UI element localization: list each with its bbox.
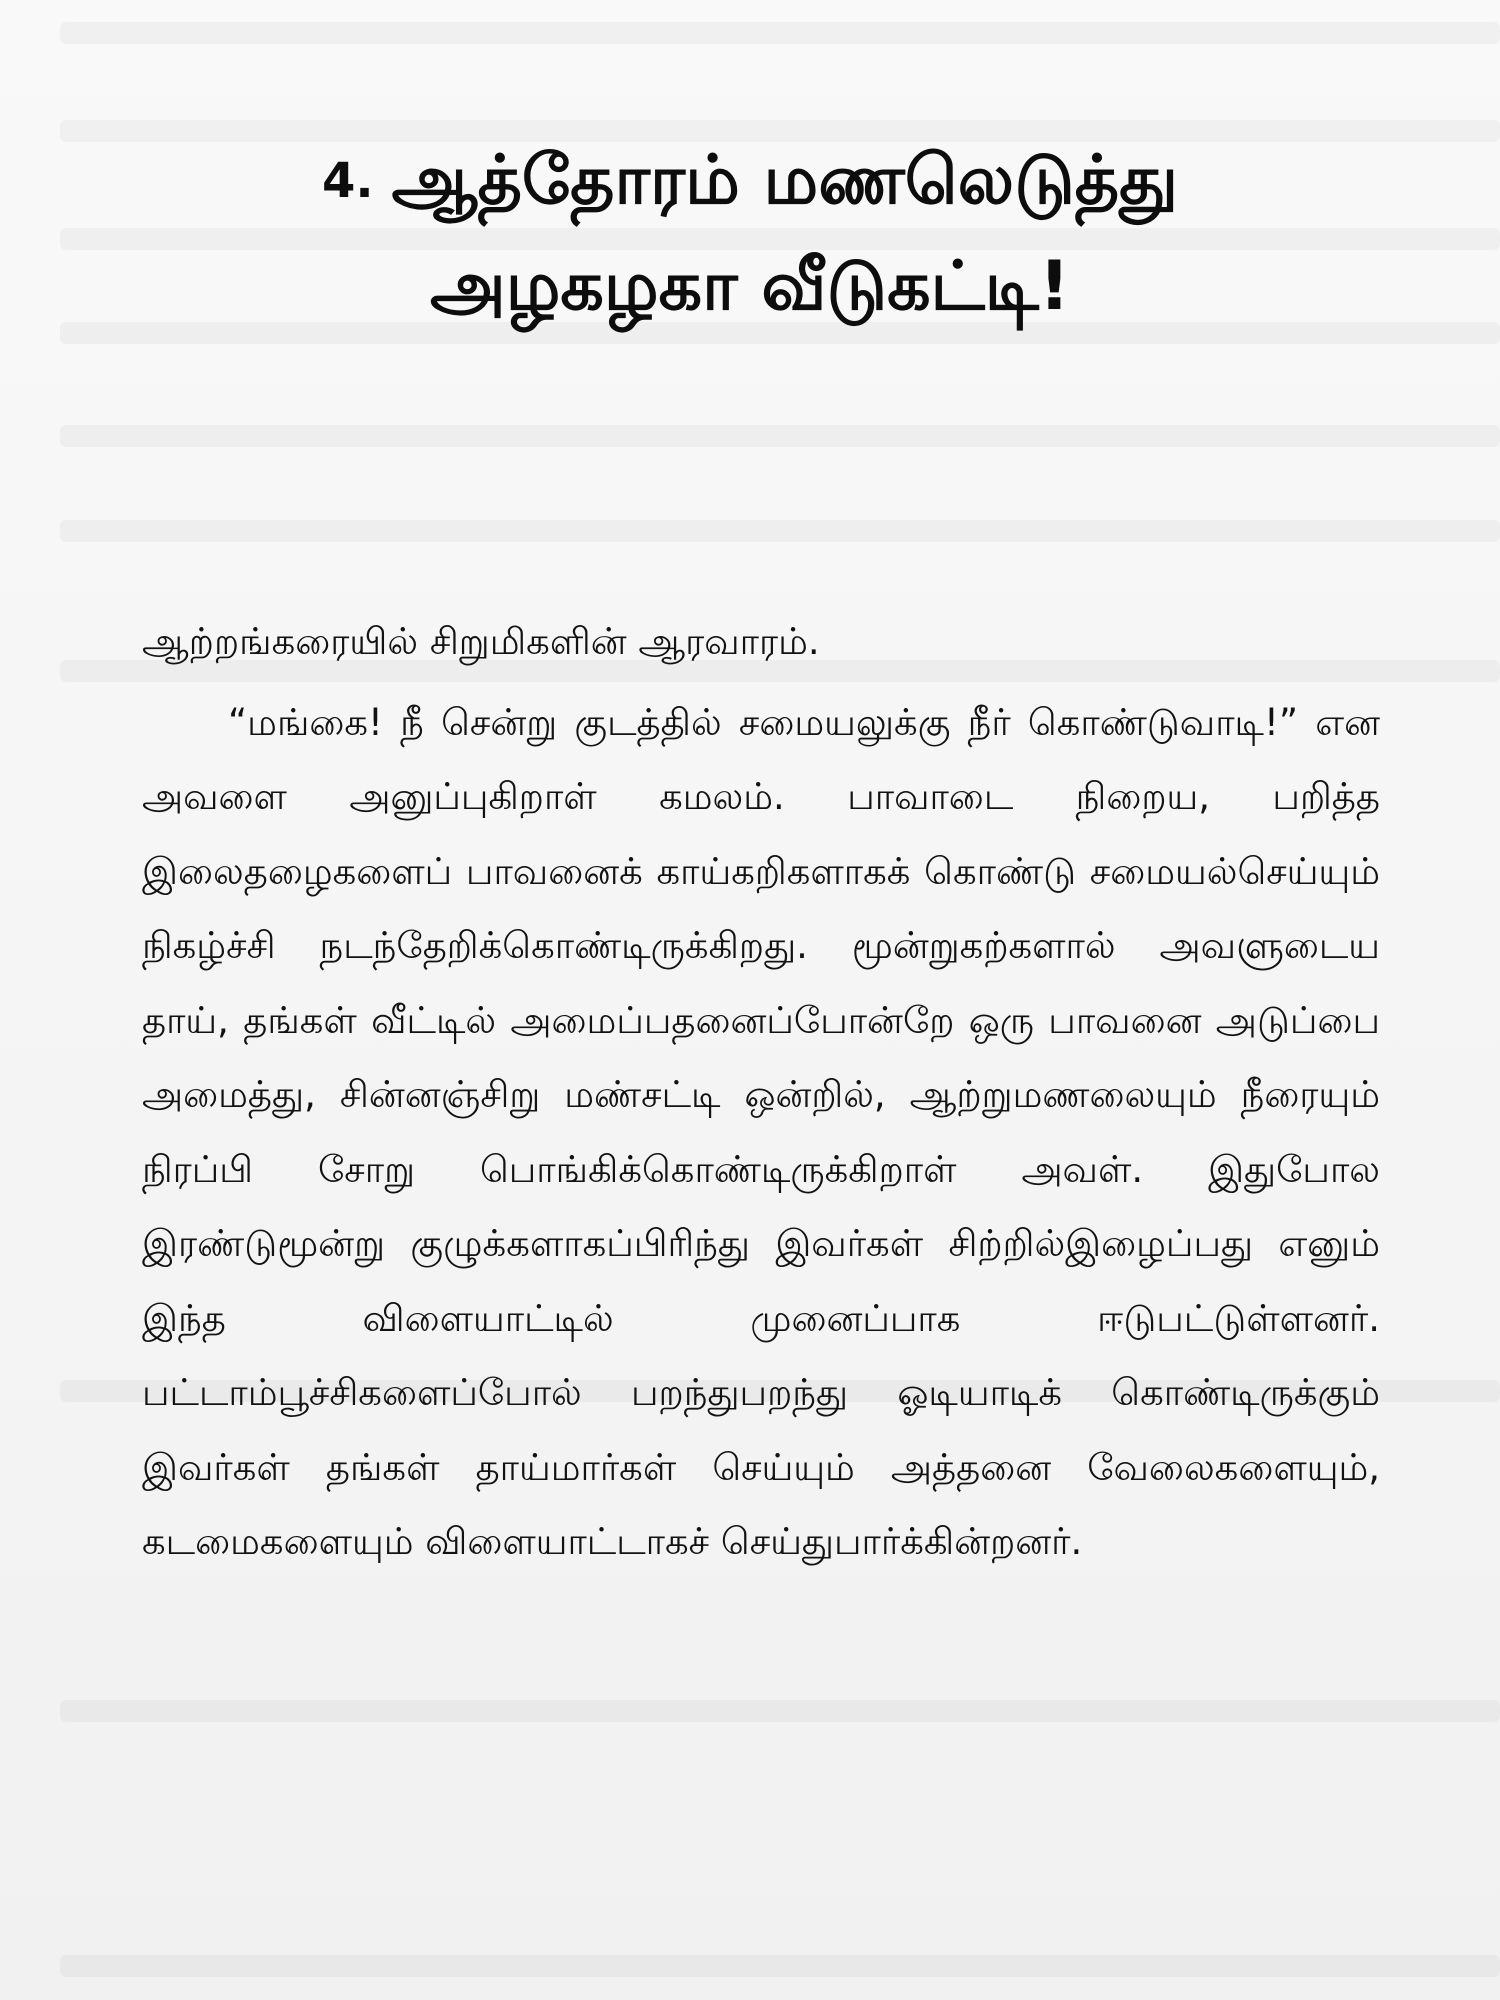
show-through-line [60,520,1500,542]
show-through-line [60,1700,1500,1722]
chapter-number: 4. [321,153,374,209]
chapter-title-text-1: ஆத்தோரம் மணலெடுத்து [391,141,1179,220]
paragraph-1: ஆற்றங்கரையில் சிறுமிகளின் ஆரவாரம். [142,620,820,663]
chapter-title [0,128,1500,340]
chapter-title-line-2: அழகழகா வீடுகட்டி! [430,247,1070,326]
show-through-line [60,1955,1500,1977]
chapter-title-line-1 [0,128,1500,234]
paragraph-2: “மங்கை! நீ சென்று குடத்தில் சமையலுக்கு நீர் கொண்டுவாடி!” என அவளை அனுப்புகிறாள் கமலம். பாவாடை நிறைய, பறித்த இலைதழைகளைப் பாவனைக் காய்கறிகளாகக் கொண்டு சமையல்செய்யும் நிகழ்ச்சி நடந்தேறிக்கொண்டிருக்கிறது. மூன்றுகற்களால் அவளுடைய தாய், தங்கள் வீட்டில் அமைப்பதனைப்போன்றே ஒரு பாவனை அடுப்பை அமைத்து, சின்னஞ்சிறு மண்சட்டி ஒன்றில், ஆற்றுமணலையும் நீரையும் நிரப்பி சோறு பொங்கிக்கொண்டிருக்கிறாள் அவள். இதுபோல இரண்டுமூன்று குழுக்களாகப்பிரிந்து இவர்கள் சிற்றில்இழைப்பது எனும் இந்த விளையாட்டில் முனைப்பாக ஈடுபட்டுள்ளனர். பட்டாம்பூச்சிகளைப்போல் பறந்துபறந்து ஓடியாடிக் கொண்டிருக்கும் இவர்கள் தங்கள் தாய்மார்கள் செய்யும் அத்தனை வேலைகளையும், கடமைகளையும் விளையாட்டாகச் செய்துபார்க்கின்றனர். [142,700,1380,1563]
show-through-line [60,425,1500,447]
chapter-body [142,605,1380,1580]
show-through-line [60,22,1500,44]
